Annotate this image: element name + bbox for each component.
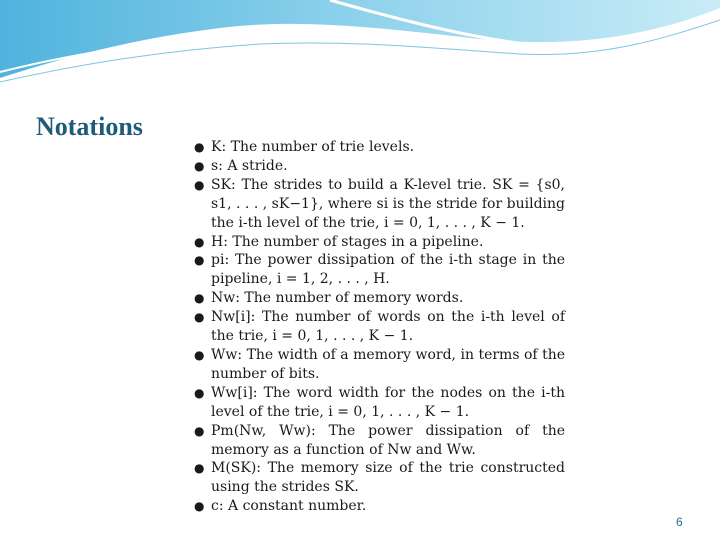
- list-item: ● Ww: The width of a memory word, in terms of the number of bits.: [194, 346, 565, 382]
- list-item: ● Pm(Nw, Ww): The power dissipation of the memory as a function of Nw and Ww.: [194, 422, 565, 458]
- bullet-icon: ●: [194, 461, 205, 476]
- list-item: ● Nw: The number of memory words.: [194, 290, 464, 307]
- list-item: ● SK: The strides to build a K-level trie. SK = {s0, s1, . . . , sK−1}, where si is the stride for building the i-th level of the trie, i = 0, 1, . . . , K − 1.: [194, 176, 565, 231]
- list-item: ● H: The number of stages in a pipeline.: [194, 233, 484, 250]
- list-item: ● M(SK): The memory size of the trie constructed using the strides SK.: [194, 460, 565, 496]
- bullet-icon: ●: [194, 423, 205, 438]
- list-item: ● Ww[i]: The word width for the nodes on the i-th level of the trie, i = 0, 1, . . . , K − 1.: [194, 384, 565, 420]
- bullet-icon: ●: [194, 347, 205, 362]
- list-item: ● s: A stride.: [194, 157, 288, 174]
- bullet-icon: ●: [194, 310, 205, 325]
- header-wave-decoration: [0, 0, 720, 90]
- bullet-icon: ●: [194, 291, 205, 306]
- notation-list-panel: [190, 138, 565, 520]
- page-number: 6: [676, 515, 683, 529]
- bullet-icon: ●: [194, 385, 205, 400]
- bullet-icon: ●: [194, 499, 205, 514]
- bullet-icon: ●: [194, 158, 205, 173]
- notation-list: [190, 138, 565, 516]
- list-item: ● Nw[i]: The number of words on the i-th level of the trie, i = 0, 1, . . . , K − 1.: [194, 309, 565, 345]
- list-item: ● c: A constant number.: [194, 498, 367, 515]
- list-item: ● pi: The power dissipation of the i-th stage in the pipeline, i = 1, 2, . . . , H.: [194, 252, 565, 288]
- bullet-icon: ●: [194, 253, 205, 268]
- bullet-icon: ●: [194, 177, 205, 192]
- list-item: ● K: The number of trie levels.: [194, 139, 415, 155]
- slide-title: Notations: [36, 112, 143, 141]
- bullet-icon: ●: [194, 234, 205, 249]
- bullet-icon: ●: [194, 140, 205, 154]
